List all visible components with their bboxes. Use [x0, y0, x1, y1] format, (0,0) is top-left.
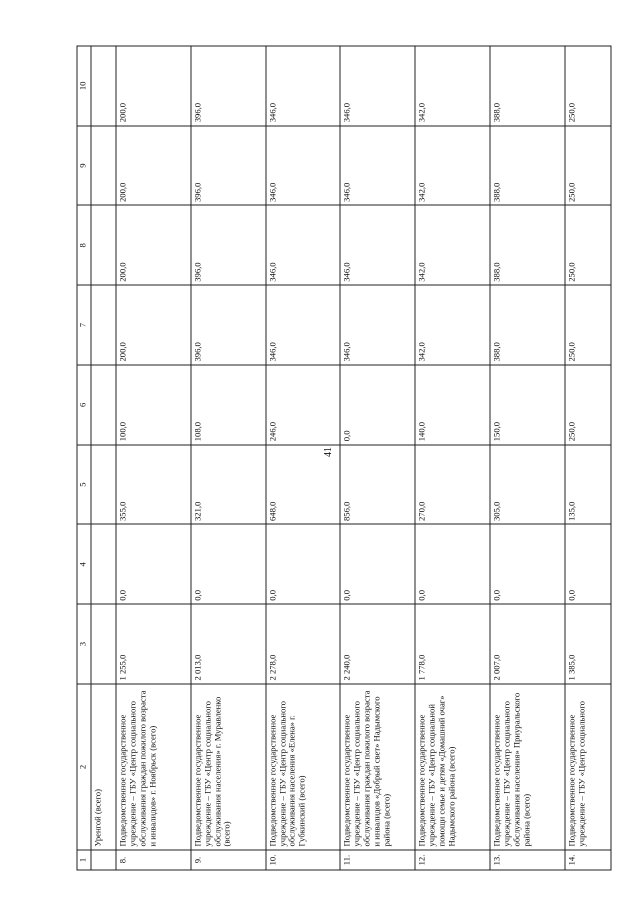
value-cell: 346,0	[266, 285, 341, 365]
budget-table	[77, 45, 612, 870]
value-cell: 0,0	[415, 524, 490, 604]
value-cell: 355,0	[116, 444, 191, 524]
column-header: 3	[77, 604, 91, 684]
value-cell: 246,0	[266, 365, 341, 445]
row-index: 11.	[340, 850, 415, 870]
value-cell: 321,0	[191, 444, 266, 524]
table-row	[340, 46, 415, 870]
value-cell: 250,0	[565, 205, 611, 285]
value-cell: 648,0	[266, 444, 341, 524]
value-cell: 0,0	[340, 365, 415, 445]
column-header: 9	[77, 125, 91, 205]
row-index: 10.	[266, 850, 341, 870]
value-cell: 0,0	[490, 524, 565, 604]
column-header: 6	[77, 365, 91, 445]
value-cell: 200,0	[116, 285, 191, 365]
value-cell: 1 778,0	[415, 604, 490, 684]
institution-name: Подведомственное государственное учреждение – ГБУ «Центр социального	[565, 684, 611, 850]
value-cell: 388,0	[490, 205, 565, 285]
value-cell: 388,0	[490, 285, 565, 365]
table-row	[116, 46, 191, 870]
value-cell: 346,0	[266, 46, 341, 126]
value-cell: 396,0	[191, 285, 266, 365]
value-cell: 396,0	[191, 125, 266, 205]
value-cell: 100,0	[116, 365, 191, 445]
row-index: 12.	[415, 850, 490, 870]
column-header: 4	[77, 524, 91, 604]
institution-name: Подведомственное государственное учреждение – ГБУ «Центр социального обслуживания населения «Елена» г. Губкинский (всего)	[266, 684, 341, 850]
value-cell: 0,0	[565, 524, 611, 604]
column-header: 7	[77, 285, 91, 365]
value-cell: 250,0	[565, 125, 611, 205]
value-cell: 1 385,0	[565, 604, 611, 684]
value-cell: 200,0	[116, 125, 191, 205]
column-header: 8	[77, 205, 91, 285]
institution-name: Подведомственное государственное учреждение – ГБУ «Центр социального обслуживания граждан пожилого возраста и инвалидов» г. Ноябрьск (всего)	[116, 684, 191, 850]
value-cell: 346,0	[340, 205, 415, 285]
value-cell: 2 278,0	[266, 604, 341, 684]
page-number: 41	[323, 447, 334, 457]
column-header: 2	[77, 684, 91, 850]
value-cell: 388,0	[490, 46, 565, 126]
value-cell: 270,0	[415, 444, 490, 524]
table-row	[490, 46, 565, 870]
value-cell: 856,0	[340, 444, 415, 524]
value-cell: 342,0	[415, 46, 490, 126]
value-cell: 305,0	[490, 444, 565, 524]
value-cell: 108,0	[191, 365, 266, 445]
value-cell: 150,0	[490, 365, 565, 445]
continuation-text: Уренгой (всего)	[91, 684, 116, 850]
table-row	[415, 46, 490, 870]
value-cell: 250,0	[565, 285, 611, 365]
row-index: 9.	[191, 850, 266, 870]
row-index: 13.	[490, 850, 565, 870]
table-row	[191, 46, 266, 870]
column-header: 1	[77, 850, 91, 870]
column-header: 5	[77, 444, 91, 524]
value-cell: 346,0	[266, 125, 341, 205]
value-cell: 346,0	[340, 285, 415, 365]
value-cell: 200,0	[116, 46, 191, 126]
budget-table-rotated	[77, 46, 612, 870]
value-cell: 250,0	[565, 365, 611, 445]
value-cell: 1 255,0	[116, 604, 191, 684]
value-cell: 346,0	[340, 46, 415, 126]
value-cell: 342,0	[415, 285, 490, 365]
institution-name: Подведомственное государственное учреждение – ГБУ «Центр социального обслуживания населения» Приуральского района (всего)	[490, 684, 565, 850]
value-cell: 0,0	[116, 524, 191, 604]
row-index-cell	[91, 850, 116, 870]
value-cell: 0,0	[266, 524, 341, 604]
value-cell: 200,0	[116, 205, 191, 285]
value-cell: 140,0	[415, 365, 490, 445]
value-cell: 2 007,0	[490, 604, 565, 684]
value-cell: 396,0	[191, 205, 266, 285]
row-index: 14.	[565, 850, 611, 870]
value-cell: 135,0	[565, 444, 611, 524]
value-cell: 342,0	[415, 125, 490, 205]
institution-name: Подведомственное государственное учреждение – ГБУ «Центр социальной помощи семье и детям «Домашний очаг» Надымского района (всего)	[415, 684, 490, 850]
row-index: 8.	[116, 850, 191, 870]
column-header: 10	[77, 46, 91, 126]
institution-name: Подведомственное государственное учреждение – ГБУ «Центр социального обслуживания населения» г. Муравленко (всего)	[191, 684, 266, 850]
value-cell: 342,0	[415, 205, 490, 285]
value-cell: 250,0	[565, 46, 611, 126]
value-cell: 2 013,0	[191, 604, 266, 684]
table-row	[565, 46, 611, 870]
value-cell: 0,0	[191, 524, 266, 604]
table-row	[266, 46, 341, 870]
continuation-row	[91, 46, 116, 870]
value-cell: 2 240,0	[340, 604, 415, 684]
value-cell: 346,0	[266, 205, 341, 285]
institution-name: Подведомственное государственное учреждение – ГБУ «Центр социального обслуживания граждан пожилого возраста и инвалидов «Добрый свет» Надымского района (всего)	[340, 684, 415, 850]
value-cell: 0,0	[340, 524, 415, 604]
value-cell: 396,0	[191, 46, 266, 126]
column-number-row	[77, 46, 91, 870]
value-cell: 388,0	[490, 125, 565, 205]
value-cell: 346,0	[340, 125, 415, 205]
